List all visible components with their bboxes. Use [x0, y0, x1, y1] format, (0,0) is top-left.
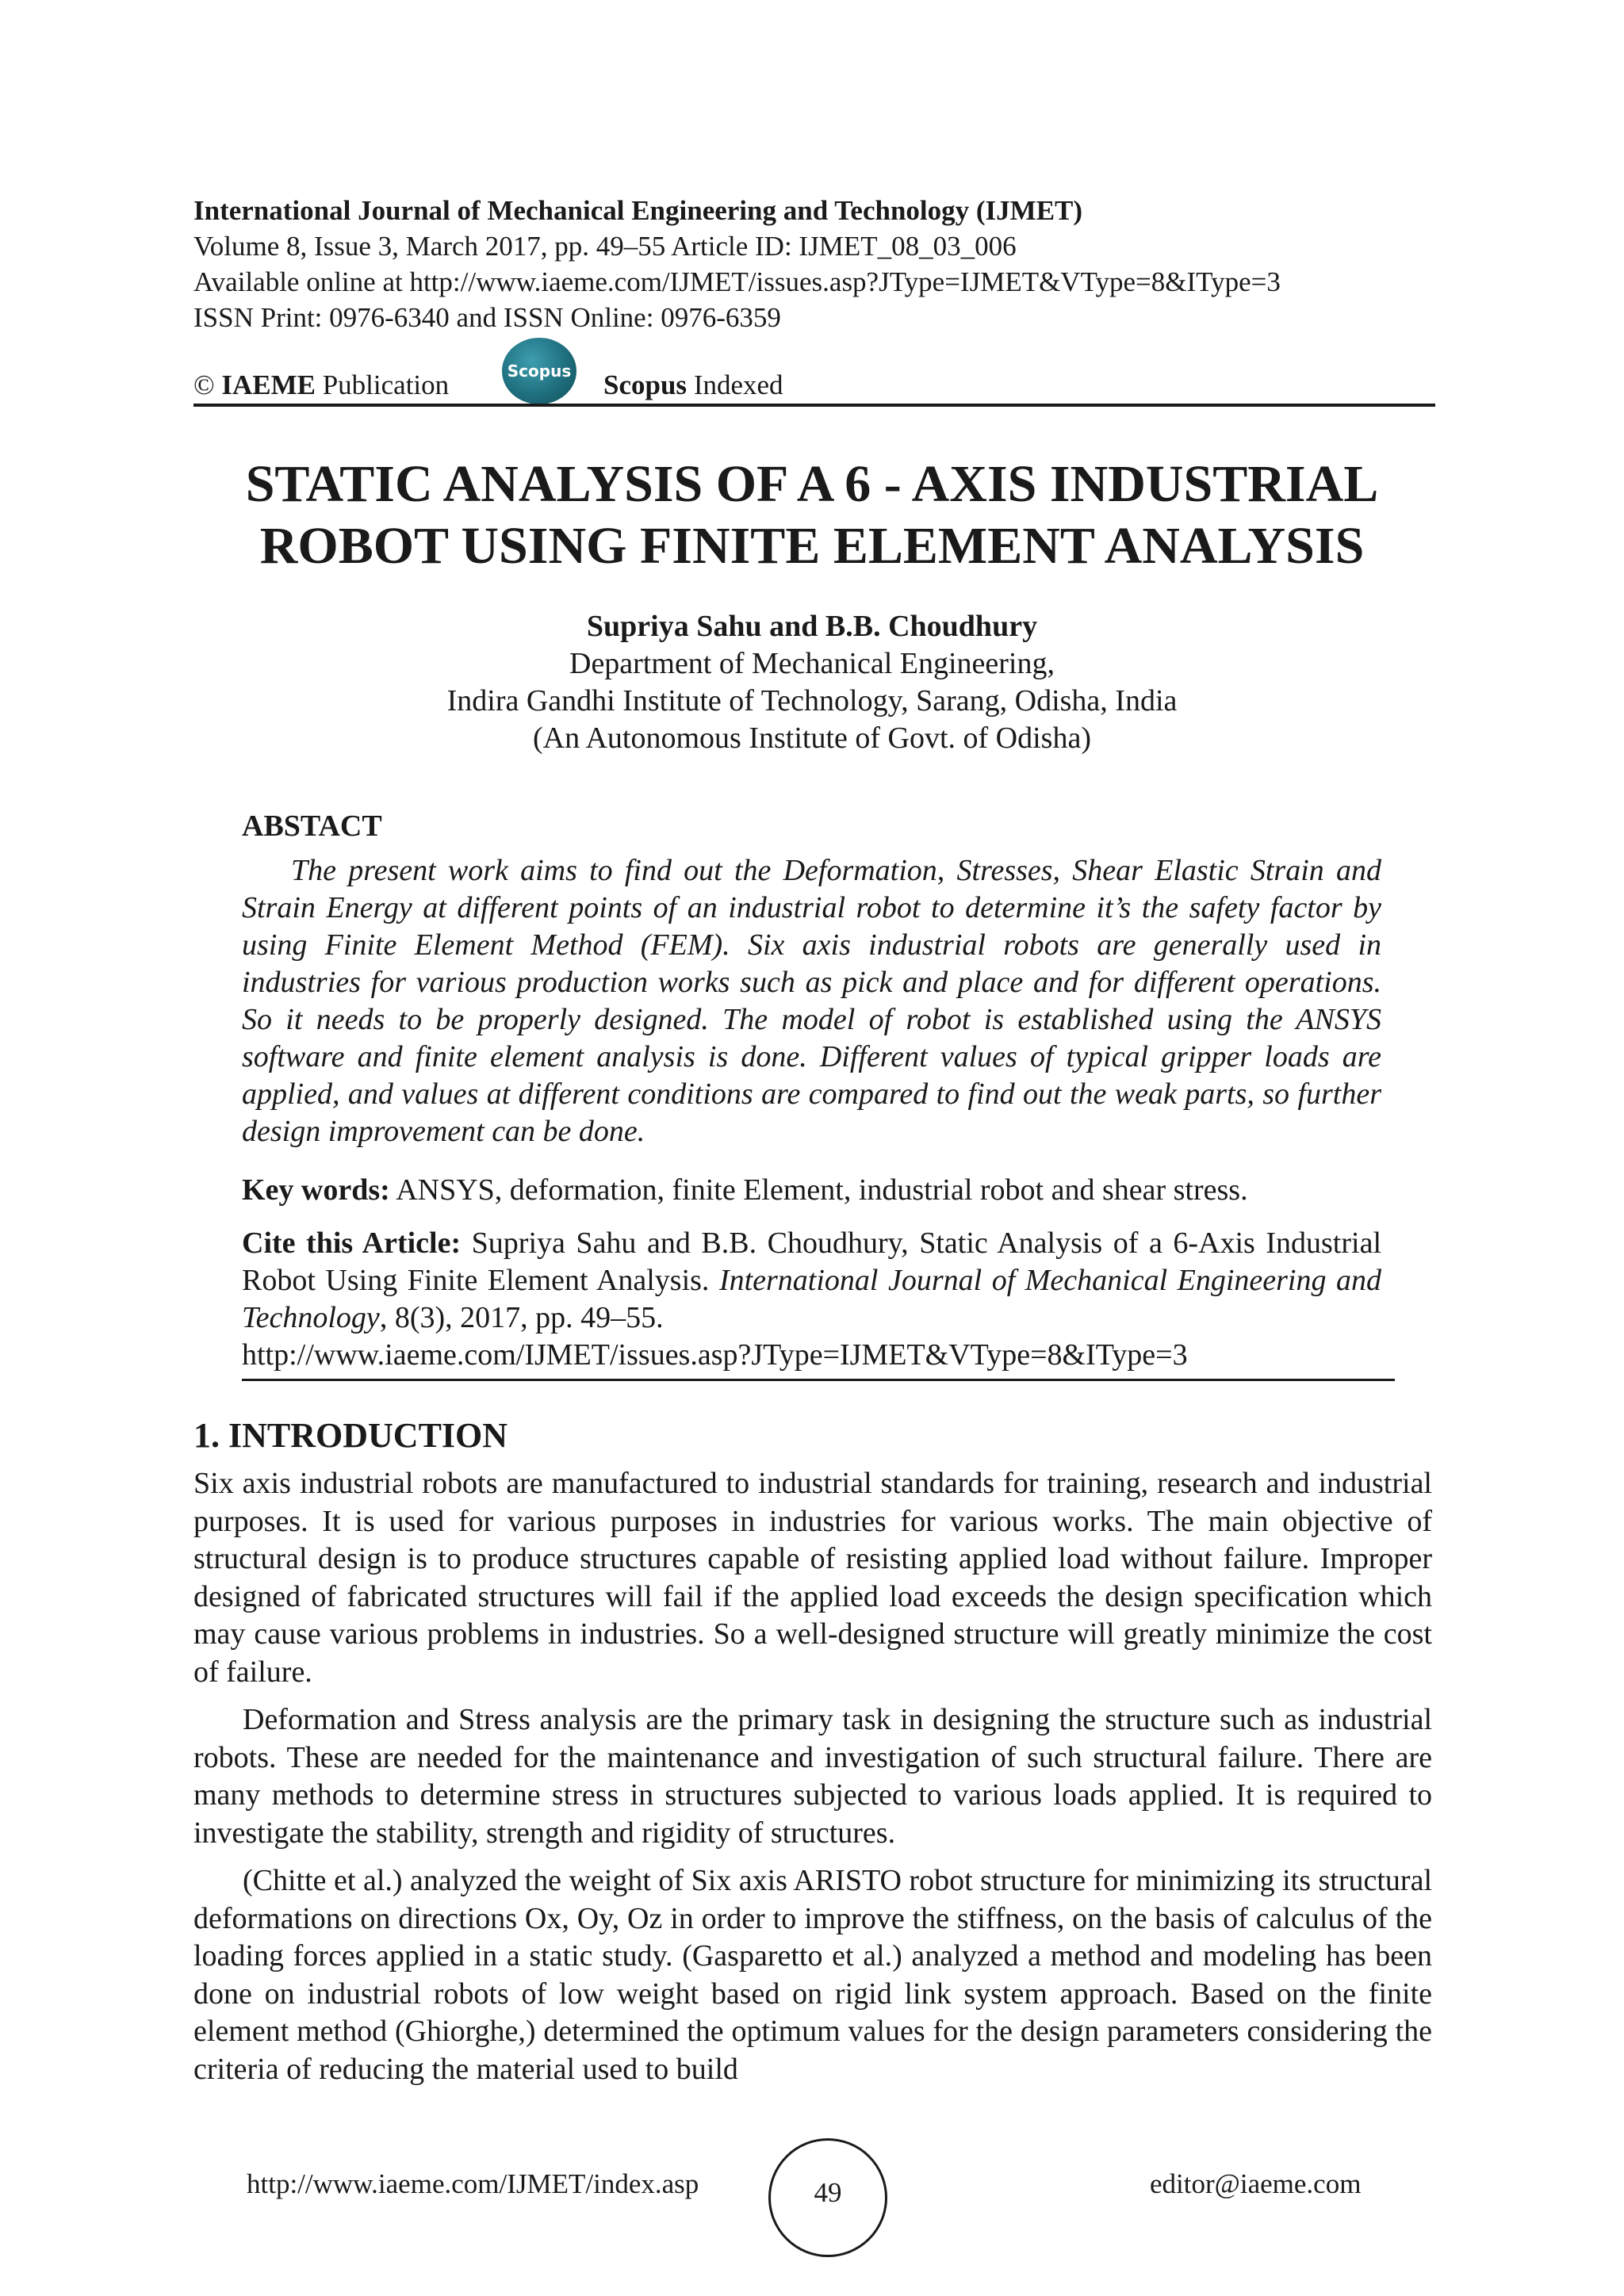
page-number-badge — [768, 2138, 887, 2257]
paper-title — [159, 453, 1465, 577]
header-divider — [193, 404, 1435, 407]
page-footer — [0, 2138, 1624, 2241]
section-heading-introduction: 1. INTRODUCTION — [193, 1416, 508, 1455]
scopus-logo-icon — [502, 338, 576, 404]
title-line-2: ROBOT USING FINITE ELEMENT ANALYSIS — [259, 517, 1365, 575]
citation-text: Supriya Sahu and B.B. Choudhury, Static Analysis of a 6-Axis Industrial Robot Using Finite Element Analysis. — [242, 1226, 1381, 1297]
citation-url[interactable]: http://www.iaeme.com/IJMET/issues.asp?JType=IJMET&VType=8&IType=3 — [242, 1338, 1188, 1372]
availability-info: Available online at http://www.iaeme.com/IJMET/issues.asp?JType=IJMET&VType=8&IType=3 — [193, 266, 1281, 297]
issn-info: ISSN Print: 0976-6340 and ISSN Online: 0976-6359 — [193, 302, 781, 333]
abstract-heading: ABSTACT — [242, 809, 382, 843]
copyright-symbol: © — [193, 369, 222, 400]
keywords-list: ANSYS, deformation, finite Element, industrial robot and shear stress. — [389, 1173, 1248, 1207]
citation-journal: International Journal of Mechanical Engineering and Technology — [242, 1264, 1382, 1334]
affiliation-line-3: (An Autonomous Institute of Govt. of Odisha) — [532, 721, 1091, 755]
keywords-label: Key words: — [242, 1173, 390, 1207]
citation-details: , 8(3), 2017, pp. 49–55. — [379, 1301, 664, 1334]
affiliation-line-2: Indira Gandhi Institute of Technology, Sarang, Odisha, India — [446, 684, 1178, 718]
publisher-name: IAEME — [221, 369, 316, 400]
indexed-name: Scopus — [603, 369, 688, 400]
footer-url[interactable]: http://www.iaeme.com/IJMET/index.asp — [247, 2168, 699, 2199]
volume-info: Volume 8, Issue 3, March 2017, pp. 49–55 Article ID: IJMET_08_03_006 — [193, 231, 1017, 262]
citation-label: Cite this Article: — [242, 1226, 462, 1260]
page-number: 49 — [814, 2177, 842, 2208]
journal-header — [193, 193, 1438, 335]
publication-row — [193, 362, 1435, 406]
keywords — [242, 1172, 1381, 1209]
journal-title: International Journal of Mechanical Engineering and Technology (IJMET) — [193, 195, 1083, 226]
abstract-divider — [242, 1379, 1395, 1381]
publisher-suffix: Publication — [315, 369, 450, 400]
intro-paragraph-1: Six axis industrial robots are manufactured to industrial standards for training, research and industrial purposes. It is used for various purposes in industries for various works. The main objective of structural design is to produce structures capable of resisting applied load without failure. Improper designed of fabricated structures will fail if the applied load exceeds the design specification which may cause various problems in industries. So a well-designed structure will greatly minimize the cost of failure. — [193, 1467, 1432, 1689]
footer-email[interactable]: editor@iaeme.com — [1150, 2168, 1362, 2199]
citation-block — [242, 1225, 1381, 1374]
affiliation-line-1: Department of Mechanical Engineering, — [569, 647, 1055, 680]
indexed-suffix: Indexed — [687, 369, 783, 400]
intro-paragraph-2: Deformation and Stress analysis are the primary task in designing the structure such as industrial robots. These are needed for the maintenance and investigation of such structural failure. There are many methods to determine stress in structures subjected to various loads applied. It is required to investigate the stability, strength and rigidity of structures. — [193, 1703, 1432, 1850]
publisher-label — [193, 369, 449, 401]
abstract-text: The present work aims to find out the Deformation, Stresses, Shear Elastic Strain and Strain Energy at different points of an industrial robot to determine it’s the safety factor by using Finite Element Method (FEM). Six axis industrial robots are generally used in industries for various production works such as pick and place and for different operations. So it needs to be properly designed. The model of robot is established using the ANSYS software and finite element analysis is done. Different values of typical gripper loads are applied, and values at different conditions are compared to find out the weak parts, so further design improvement can be done. — [242, 854, 1381, 1148]
scopus-logo-text: Scopus — [507, 362, 572, 381]
title-line-1: STATIC ANALYSIS OF A 6 - AXIS INDUSTRIAL — [245, 455, 1379, 513]
author-names: Supriya Sahu and B.B. Choudhury — [586, 610, 1038, 643]
indexed-label — [603, 369, 783, 401]
intro-paragraph-3: (Chitte et al.) analyzed the weight of Six axis ARISTO robot structure for minimizing its structural deformations on directions Ox, Oy, Oz in order to improve the stiffness, on the basis of calculus of the loading forces applied in a static study. (Gasparetto et al.) analyzed a method and modeling has been done on industrial robots of low weight based on rigid link system approach. Based on the finite element method (Ghiorghe,) determined the optimum values for the design parameters considering the criteria of reducing the material used to build — [193, 1864, 1432, 2086]
author-block — [159, 608, 1465, 757]
